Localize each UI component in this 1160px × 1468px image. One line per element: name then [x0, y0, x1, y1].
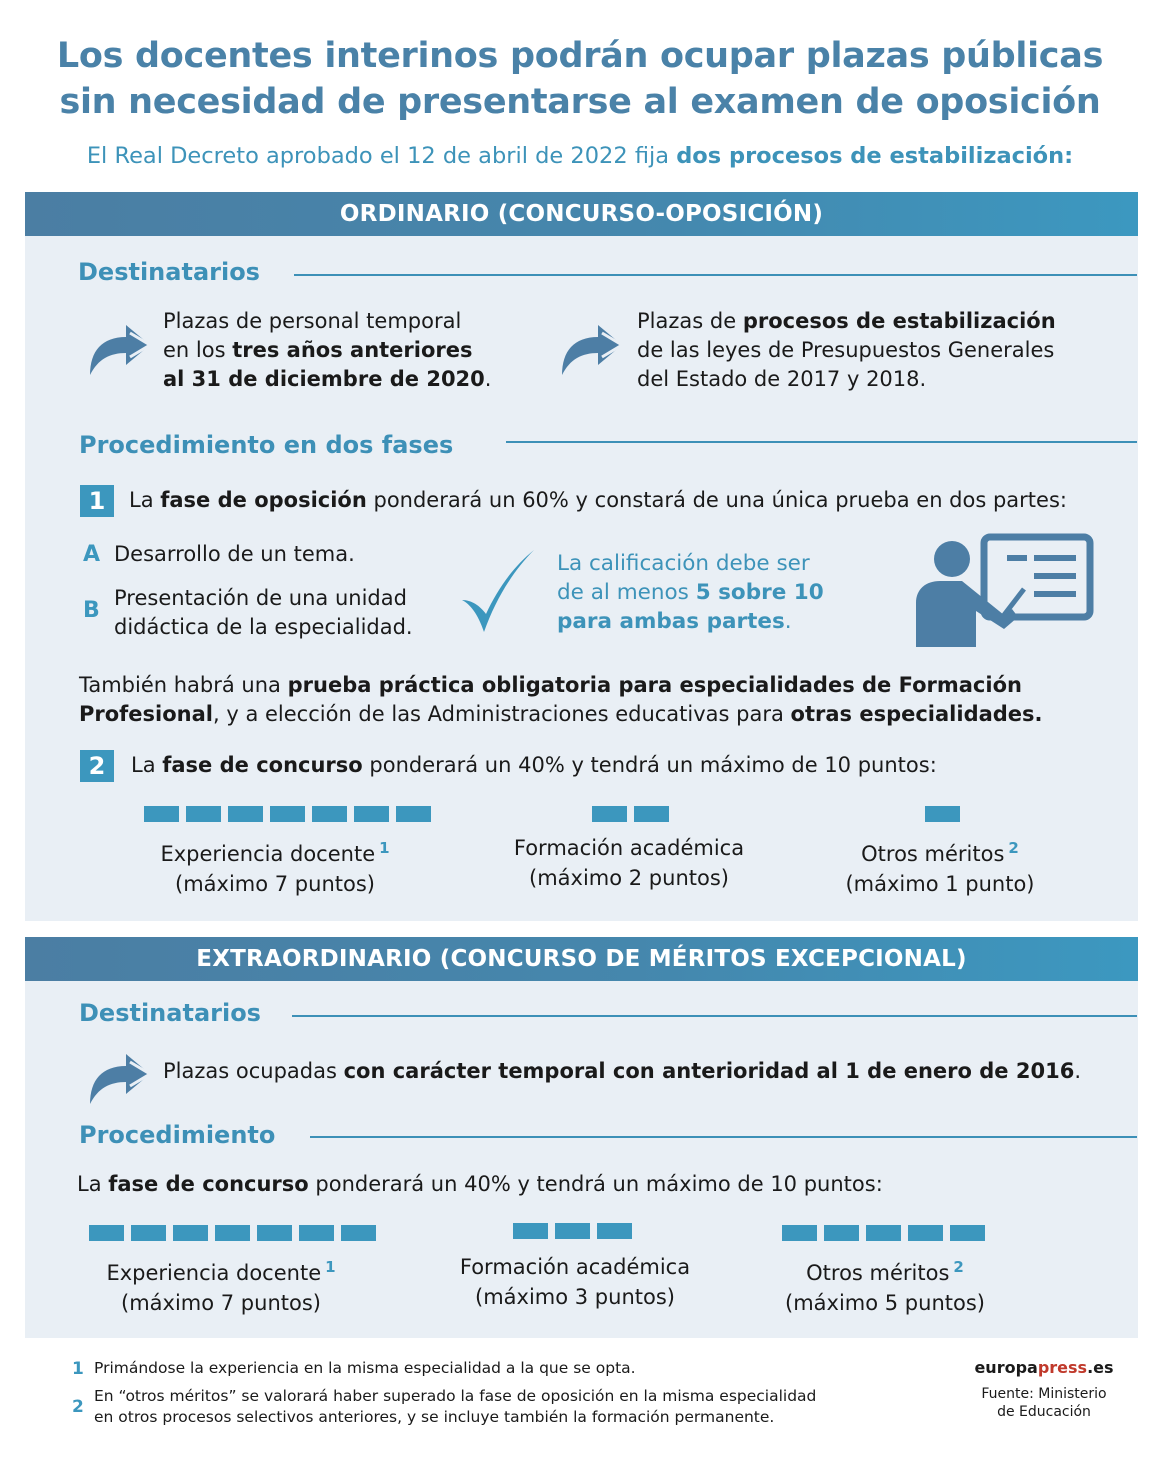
extraordinario-destinatarios-heading: Destinatarios [79, 999, 261, 1027]
metric-formacion-academica: Formación académica (máximo 2 puntos) [513, 836, 745, 890]
section-divider [292, 1015, 1137, 1017]
point-block [396, 806, 431, 822]
brand-logo: europapress.es [974, 1358, 1114, 1377]
metric-formacion-academica: Formación académica (máximo 3 puntos) [459, 1255, 691, 1309]
ordinario-procedimiento-heading: Procedimiento en dos fases [79, 431, 454, 459]
points-bar-otros [782, 1225, 985, 1241]
extraordinario-procedimiento-heading: Procedimiento [79, 1121, 276, 1149]
points-bar-otros [925, 806, 960, 822]
footnote-number: 2 [72, 1397, 84, 1417]
step-1-badge: 1 [80, 485, 114, 517]
subtitle-bold: dos procesos de estabilización: [676, 143, 1074, 169]
footnote-2: En “otros méritos” se valorará haber superado la fase de oposición en la misma especialidad en otros procesos selectivos anteriores, y se incluye también la formación permanente. [94, 1387, 817, 1426]
fase-oposicion-text: La fase de oposición ponderará un 60% y constará de una única prueba en dos partes: [129, 488, 1067, 512]
footnote-ref: 2 [1008, 839, 1019, 857]
metric-otros-meritos: Otros méritos $^2$ (máximo 5 puntos) [785, 1258, 985, 1315]
point-block [824, 1225, 859, 1241]
ordinario-banner: ORDINARIO (CONCURSO-OPOSICIÓN) [25, 192, 1138, 236]
points-bar-formacion [513, 1223, 632, 1239]
point-block [312, 806, 347, 822]
page-title-line-2: sin necesidad de presentarse al examen de oposición [59, 82, 1101, 122]
point-block [950, 1225, 985, 1241]
section-divider [310, 1136, 1137, 1138]
point-block [299, 1225, 334, 1241]
extraordinario-destinatario: Plazas ocupadas con carácter temporal con anterioridad al 1 de enero de 2016. [163, 1059, 1081, 1083]
step-2-badge: 2 [80, 750, 114, 782]
points-bar-experiencia [89, 1225, 376, 1241]
point-block [597, 1223, 632, 1239]
part-a-letter: A [83, 542, 101, 567]
part-a-text: Desarrollo de un tema. [114, 542, 355, 566]
points-bar-formacion [592, 806, 669, 822]
point-block [215, 1225, 250, 1241]
point-block [228, 806, 263, 822]
section-divider [506, 441, 1137, 443]
part-b-text: Presentación de una unidad didáctica de la especialidad. [114, 586, 413, 639]
point-block [634, 806, 669, 822]
footnote-number: 1 [72, 1359, 84, 1379]
point-block [144, 806, 179, 822]
share-arrow-icon [86, 1044, 154, 1106]
point-block [186, 806, 221, 822]
metric-experiencia-docente: Experiencia docente $^1$ (máximo 7 puntos) [106, 1258, 336, 1315]
points-bar-experiencia [144, 806, 431, 822]
prueba-practica-text: También habrá una prueba práctica obligatoria para especialidades de Formación Profesional, y a elección de las Administraciones educativas para otras especialidades. [79, 673, 1043, 726]
page-title-line-1: Los docentes interinos podrán ocupar plazas públicas [56, 36, 1104, 76]
checkmark-icon [458, 548, 538, 638]
footnote-ref: 1 [379, 839, 390, 857]
point-block [555, 1223, 590, 1239]
point-block [173, 1225, 208, 1241]
section-divider [294, 274, 1137, 276]
share-arrow-icon [558, 315, 626, 377]
point-block [908, 1225, 943, 1241]
footnote-ref: 1 [325, 1258, 336, 1276]
metric-otros-meritos: Otros méritos $^2$ (máximo 1 punto) [845, 839, 1035, 896]
point-block [925, 806, 960, 822]
point-block [513, 1223, 548, 1239]
ordinario-destinatarios-heading: Destinatarios [78, 258, 260, 286]
teacher-presentation-icon [912, 533, 1094, 649]
footnote-1: Primándose la experiencia en la misma especialidad a la que se opta. [94, 1359, 636, 1377]
extraordinario-fase-concurso-text: La fase de concurso ponderará un 40% y tendrá un máximo de 10 puntos: [77, 1172, 883, 1196]
point-block [866, 1225, 901, 1241]
point-block [341, 1225, 376, 1241]
calificacion-note: La calificación debe ser de al menos 5 sobre 10 para ambas partes. [557, 551, 824, 634]
point-block [257, 1225, 292, 1241]
ordinario-destinatario-1: Plazas de personal temporal en los tres años anteriores al 31 de diciembre de 2020. [163, 309, 492, 391]
part-b-letter: B [83, 598, 100, 623]
subtitle [0, 143, 1160, 169]
point-block [354, 806, 389, 822]
point-block [592, 806, 627, 822]
footnote-ref: 2 [953, 1258, 964, 1276]
ordinario-destinatario-2: Plazas de procesos de estabilización de las leyes de Presupuestos Generales del Estado de 2017 y 2018. [637, 309, 1056, 391]
point-block [131, 1225, 166, 1241]
point-block [270, 806, 305, 822]
point-block [782, 1225, 817, 1241]
extraordinario-banner: EXTRAORDINARIO (CONCURSO DE MÉRITOS EXCEPCIONAL) [25, 937, 1138, 981]
fase-concurso-text: La fase de concurso ponderará un 40% y tendrá un máximo de 10 puntos: [131, 753, 937, 777]
share-arrow-icon [86, 315, 154, 377]
metric-experiencia-docente: Experiencia docente $^1$ (máximo 7 puntos) [160, 839, 390, 896]
source-credit: Fuente: Ministerio de Educación [981, 1386, 1107, 1420]
subtitle-text: El Real Decreto aprobado el 12 de abril de 2022 fija [86, 143, 677, 169]
point-block [89, 1225, 124, 1241]
